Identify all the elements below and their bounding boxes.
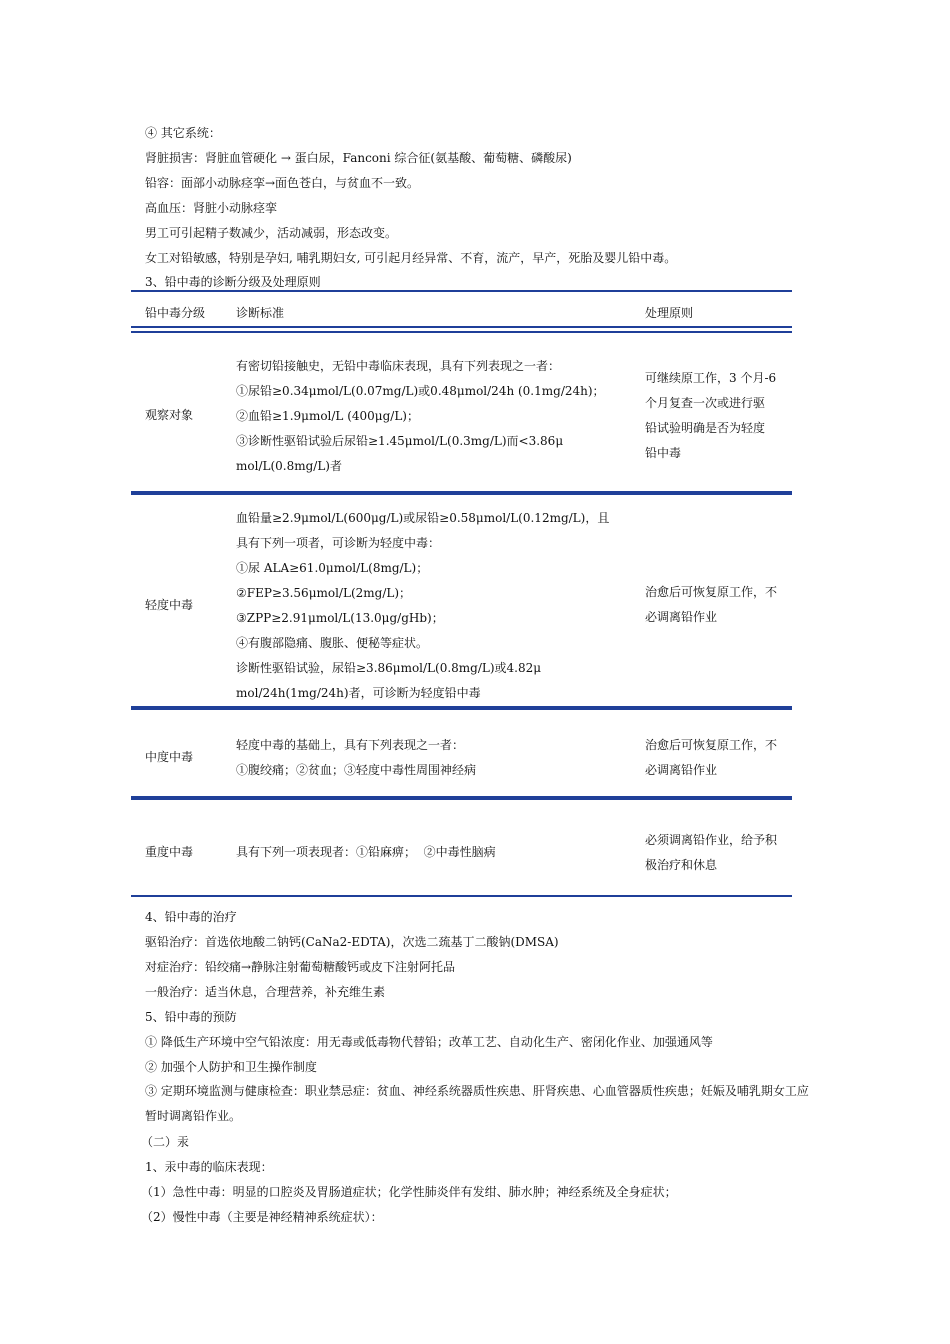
- treatment-line: 可继续原工作，3 个月-6: [645, 371, 777, 385]
- criteria-cell: [236, 840, 636, 865]
- grade-cell: 中度中毒: [145, 750, 194, 764]
- other-systems-heading: ④ 其它系统：: [145, 126, 221, 140]
- treatment-cell: [645, 828, 790, 878]
- criteria-line: 诊断性驱铅试验，尿铅≥3.86μmol/L(0.8mg/L)或4.82μ: [236, 661, 542, 675]
- mercury-clinical-title: 1、汞中毒的临床表现：: [145, 1160, 273, 1174]
- section3-title: 3、铅中毒的诊断分级及处理原则: [145, 275, 321, 289]
- criteria-line: mol/24h(1mg/24h)者，可诊断为轻度铅中毒: [236, 686, 481, 700]
- acute-poisoning-line: （1）急性中毒：明显的口腔炎及胃肠道症状；化学性肺炎伴有发绀、肺水肿；神经系统及全身症状；: [141, 1185, 677, 1199]
- criteria-line: ①腹绞痛；②贫血；③轻度中毒性周围神经病: [236, 763, 477, 777]
- mercury-section-title: （二）汞: [141, 1135, 190, 1149]
- grade-cell: 重度中毒: [145, 845, 194, 859]
- hypertension-line: 高血压：肾脏小动脉痉挛: [145, 201, 278, 215]
- treatment-line: 必调离铅作业: [645, 763, 718, 777]
- criteria-line: ③ZPP≥2.91μmol/L(13.0μg/gHb)；: [236, 611, 444, 625]
- criteria-line: mol/L(0.8mg/L)者: [236, 459, 342, 473]
- criteria-line: ②血铅≥1.9μmol/L (400μg/L)；: [236, 409, 419, 423]
- row-divider: [131, 491, 792, 495]
- table-bottom-rule: [131, 895, 792, 897]
- prevention-item-3: ③ 定期环境监测与健康检查：职业禁忌症：贫血、神经系统器质性疾患、肝肾疾患、心血管器质性疾患；妊娠及哺乳期女工应暂时调离铅作业。: [145, 1084, 809, 1123]
- prevention-item-2: ② 加强个人防护和卫生操作制度: [145, 1060, 317, 1074]
- treatment-cell: [645, 733, 790, 783]
- criteria-line: 血铅量≥2.9μmol/L(600μg/L)或尿铅≥0.58μmol/L(0.12mg/L)，且: [236, 511, 610, 525]
- header-criteria: 诊断标准: [236, 306, 285, 320]
- criteria-line: ①尿铅≥0.34μmol/L(0.07mg/L)或0.48μmol/24h (0.1mg/24h)；: [236, 384, 605, 398]
- criteria-line: 轻度中毒的基础上，具有下列表现之一者：: [236, 738, 465, 752]
- criteria-line: ④有腹部隐痛、腹胀、便秘等症状。: [236, 636, 429, 650]
- header-grade: 铅中毒分级: [145, 306, 206, 320]
- header-rule-2: [131, 331, 792, 333]
- symptomatic-line: 对症治疗：铅绞痛→静脉注射葡萄糖酸钙或皮下注射阿托品: [145, 960, 456, 974]
- criteria-line: 具有下列一项表现者：①铅麻痹； ②中毒性脑病: [236, 845, 496, 859]
- prevention-item-1: ① 降低生产环境中空气铅浓度：用无毒或低毒物代替铅；改革工艺、自动化生产、密闭化作业、加强通风等: [145, 1035, 713, 1049]
- row-divider: [131, 706, 792, 710]
- criteria-line: ②FEP≥3.56μmol/L(2mg/L)；: [236, 586, 412, 600]
- criteria-line: ③诊断性驱铅试验后尿铅≥1.45μmol/L(0.3mg/L)而<3.86μ: [236, 434, 564, 448]
- header-treatment: 处理原则: [645, 306, 694, 320]
- prevention-section-title: 5、铅中毒的预防: [145, 1010, 237, 1024]
- treatment-line: 个月复查一次或进行驱: [645, 396, 766, 410]
- criteria-line: 具有下列一项者，可诊断为轻度中毒：: [236, 536, 441, 550]
- row-divider: [131, 796, 792, 800]
- treatment-line: 铅试验明确是否为轻度: [645, 421, 766, 435]
- treatment-line: 铅中毒: [645, 446, 682, 460]
- treatment-line: 极治疗和休息: [645, 858, 718, 872]
- grade-cell: 轻度中毒: [145, 598, 194, 612]
- table-top-rule: [131, 290, 792, 292]
- treatment-cell: [645, 366, 790, 466]
- male-worker-line: 男工可引起精子数减少，活动减弱，形态改变。: [145, 226, 398, 240]
- treatment-line: 治愈后可恢复原工作，不: [645, 585, 778, 599]
- criteria-line: 有密切铅接触史，无铅中毒临床表现，具有下列表现之一者：: [236, 359, 561, 373]
- treatment-line: 必调离铅作业: [645, 610, 718, 624]
- criteria-cell: [236, 354, 636, 479]
- female-worker-line: 女工对铅敏感，特别是孕妇, 哺乳期妇女, 可引起月经异常、不育，流产，早产，死胎及婴儿铅中毒。: [145, 251, 677, 265]
- lead-face-line: 铅容：面部小动脉痉挛→面色苍白，与贫血不一致。: [145, 176, 420, 190]
- treatment-cell: [645, 580, 790, 630]
- treatment-line: 必须调离铅作业，给予积: [645, 833, 778, 847]
- criteria-line: ①尿 ALA≥61.0μmol/L(8mg/L)；: [236, 561, 429, 575]
- treatment-section-title: 4、铅中毒的治疗: [145, 910, 237, 924]
- criteria-cell: [236, 506, 636, 706]
- header-rule-1: [131, 326, 792, 328]
- general-treatment-line: 一般治疗：适当休息，合理营养，补充维生素: [145, 985, 386, 999]
- kidney-damage-line: 肾脏损害：肾脏血管硬化 → 蛋白尿，Fanconi 综合征(氨基酸、葡萄糖、磷酸尿): [145, 151, 572, 165]
- criteria-cell: [236, 733, 636, 783]
- grade-cell: 观察对象: [145, 408, 194, 422]
- treatment-line: 治愈后可恢复原工作，不: [645, 738, 778, 752]
- chelation-line: 驱铅治疗：首选依地酸二钠钙(CaNa2-EDTA)，次选二巯基丁二酸钠(DMSA): [145, 935, 559, 949]
- chronic-poisoning-line: （2）慢性中毒（主要是神经精神系统症状）：: [141, 1210, 383, 1224]
